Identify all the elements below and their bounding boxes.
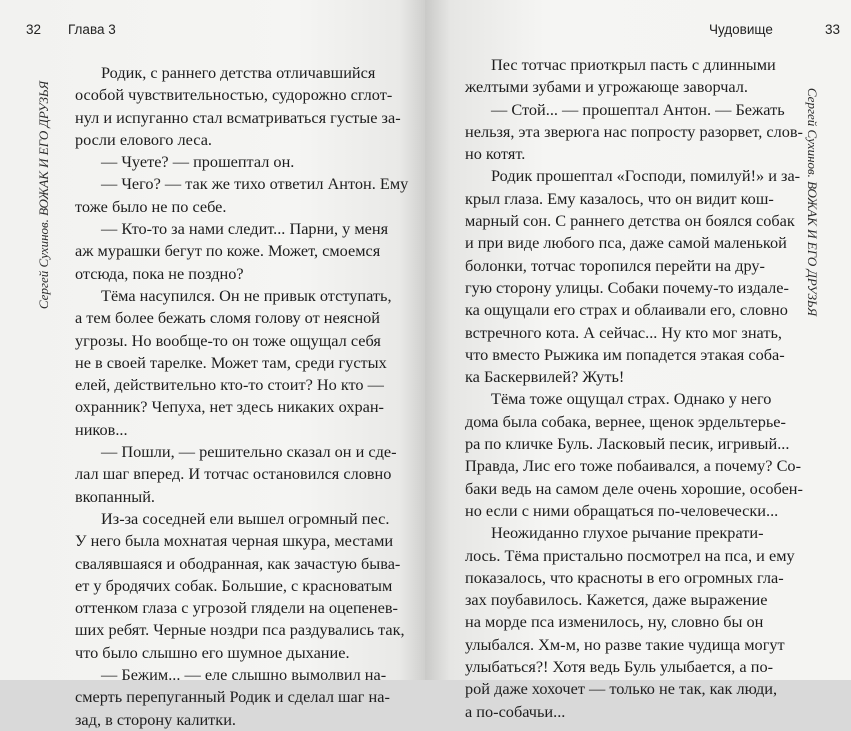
text-line: ра по кличке Буль. Ласковый песик, игривый... bbox=[465, 434, 790, 454]
text-line: — Стой... — прошептал Антон. — Бежать bbox=[491, 99, 785, 119]
text-line: ка ощущали его страх и облаивали его, словно bbox=[465, 300, 788, 320]
text-line: ших ребят. Черные ноздри пса раздувались так, bbox=[75, 620, 405, 640]
text-line: Правда, Лис его тоже побаивался, а почему? Со- bbox=[465, 456, 801, 476]
text-line: лось. Тёма пристально посмотрел на пса, и ему bbox=[465, 545, 795, 565]
left-page bbox=[0, 0, 425, 729]
text-line: Тёма тоже ощущал страх. Однако у него bbox=[491, 389, 772, 409]
left-page-number: 32 bbox=[26, 22, 42, 37]
left-body-text bbox=[75, 62, 409, 731]
text-line: Неожиданно глухое рычание прекрати- bbox=[491, 523, 764, 543]
text-line: Пес тотчас приоткрыл пасть с длинными bbox=[491, 55, 776, 74]
text-line: желтыми зубами и угрожающе заворчал. bbox=[465, 77, 748, 97]
text-line: тоже было не по себе. bbox=[75, 196, 227, 216]
text-line: а тем более бежать сломя голову от неясной bbox=[75, 308, 381, 328]
right-page bbox=[425, 0, 851, 721]
text-line: зад, в сторону калитки. bbox=[75, 709, 236, 729]
text-line: но если с ними обращаться по-человечески... bbox=[465, 500, 779, 520]
text-line: — Чего? — так же тихо ответил Антон. Ему bbox=[101, 174, 409, 194]
text-line: свалявшаяся и ободранная, как зачастую быва- bbox=[75, 553, 401, 573]
text-line: особой чувствительностью, судорожно сглот- bbox=[75, 85, 393, 105]
text-line: — Чуете? — прошептал он. bbox=[101, 152, 295, 172]
text-line: ет у бродячих собак. Большие, с красноватым bbox=[75, 575, 393, 595]
left-side-title-text: Сергей Сухинов. ВОЖАК И ЕГО ДРУЗЬЯ bbox=[36, 80, 52, 310]
text-line: нул и испуганно стал всматриваться густые за- bbox=[75, 107, 401, 127]
text-line: не в своей тарелке. Может там, среди густых bbox=[75, 352, 387, 372]
text-line: дома была собака, вернее, щенок эрдельтерье- bbox=[465, 411, 786, 431]
text-line: что было слышно его шумное дыхание. bbox=[75, 642, 350, 662]
text-line: а по-собачьи... bbox=[465, 701, 566, 721]
text-line: отсюда, пока не поздно? bbox=[75, 263, 244, 283]
text-line: улыбаться?! Хотя ведь Буль улыбается, а по- bbox=[465, 657, 774, 677]
text-line: показалось, что красноты в его огромных гла- bbox=[465, 567, 784, 587]
right-side-title-text: Сергей Сухинов. ВОЖАК И ЕГО ДРУЗЬЯ bbox=[805, 87, 821, 317]
text-line: аж мурашки бегут по коже. Может, смоемся bbox=[75, 241, 381, 261]
text-line: но котят. bbox=[465, 144, 526, 164]
text-line: росли елового леса. bbox=[75, 129, 212, 149]
text-line: смерть перепуганный Родик и сделал шаг на- bbox=[75, 687, 390, 707]
text-line: что вместо Рыжика им попадется этакая соба- bbox=[465, 344, 785, 364]
text-line: оттенком глаза с угрозой глядели на оцепенев- bbox=[75, 598, 398, 618]
text-line: гую сторону улицы. Собаки почему-то издале- bbox=[465, 277, 789, 297]
text-line: охранник? Чепуха, нет здесь никаких охран- bbox=[75, 397, 384, 417]
text-line: зах поубавилось. Кажется, даже выражение bbox=[465, 590, 768, 610]
text-line: на морде пса изменилось, ну, словно бы он bbox=[465, 612, 764, 632]
text-line: — Кто-то за нами следит... Парни, у меня bbox=[101, 219, 389, 239]
text-line: крыл глаза. Ему казалось, что он видит кош- bbox=[465, 188, 774, 208]
right-chapter-title: Чудовище bbox=[709, 22, 773, 37]
right-body-text bbox=[465, 54, 803, 723]
right-page-number: 33 bbox=[825, 22, 841, 37]
text-line: Тёма насупился. Он не привык отступать, bbox=[101, 285, 392, 305]
text-line: болонки, тотчас торопился перейти на дру- bbox=[465, 255, 765, 275]
right-side-title bbox=[802, 52, 822, 352]
text-line: встречного кота. А сейчас... Ну кто мог знать, bbox=[465, 322, 782, 342]
text-line: и при виде любого пса, даже самой маленькой bbox=[465, 233, 787, 253]
text-line: Родик прошептал «Господи, помилуй!» и за- bbox=[491, 166, 801, 186]
text-line: вкопанный. bbox=[75, 486, 155, 506]
text-line: елей, действительно кто-то стоит? Но кто — bbox=[75, 375, 384, 395]
left-chapter-heading: Глава 3 bbox=[68, 22, 116, 37]
text-line: Из-за соседней ели вышел огромный пес. bbox=[101, 508, 390, 528]
text-line: нельзя, эта зверюга нас попросту разорвет, слов- bbox=[465, 121, 803, 141]
left-side-title bbox=[34, 60, 54, 330]
text-line: — Пошли, — решительно сказал он и сде- bbox=[101, 442, 397, 462]
text-line: угрозы. Но вообще-то он тоже ощущал себя bbox=[75, 330, 381, 350]
text-line: ников... bbox=[75, 419, 128, 439]
text-line: марный сон. С раннего детства он боялся собак bbox=[465, 211, 795, 231]
text-line: Родик, с раннего детства отличавшийся bbox=[101, 63, 376, 82]
text-line: улыбался. Хм-м, но разве такие чудища могут bbox=[465, 634, 785, 654]
text-line: — Бежим... — еле слышно вымолвил на- bbox=[101, 665, 387, 685]
text-line: рой даже хохочет — только не так, как люди, bbox=[465, 679, 778, 699]
text-line: баки ведь на самом деле очень хорошие, особен- bbox=[465, 478, 803, 498]
text-line: лал шаг вперед. И тотчас остановился словно bbox=[75, 464, 392, 484]
text-line: У него была мохнатая черная шкура, местами bbox=[75, 531, 394, 551]
text-line: ка Баскервилей? Жуть! bbox=[465, 367, 625, 387]
